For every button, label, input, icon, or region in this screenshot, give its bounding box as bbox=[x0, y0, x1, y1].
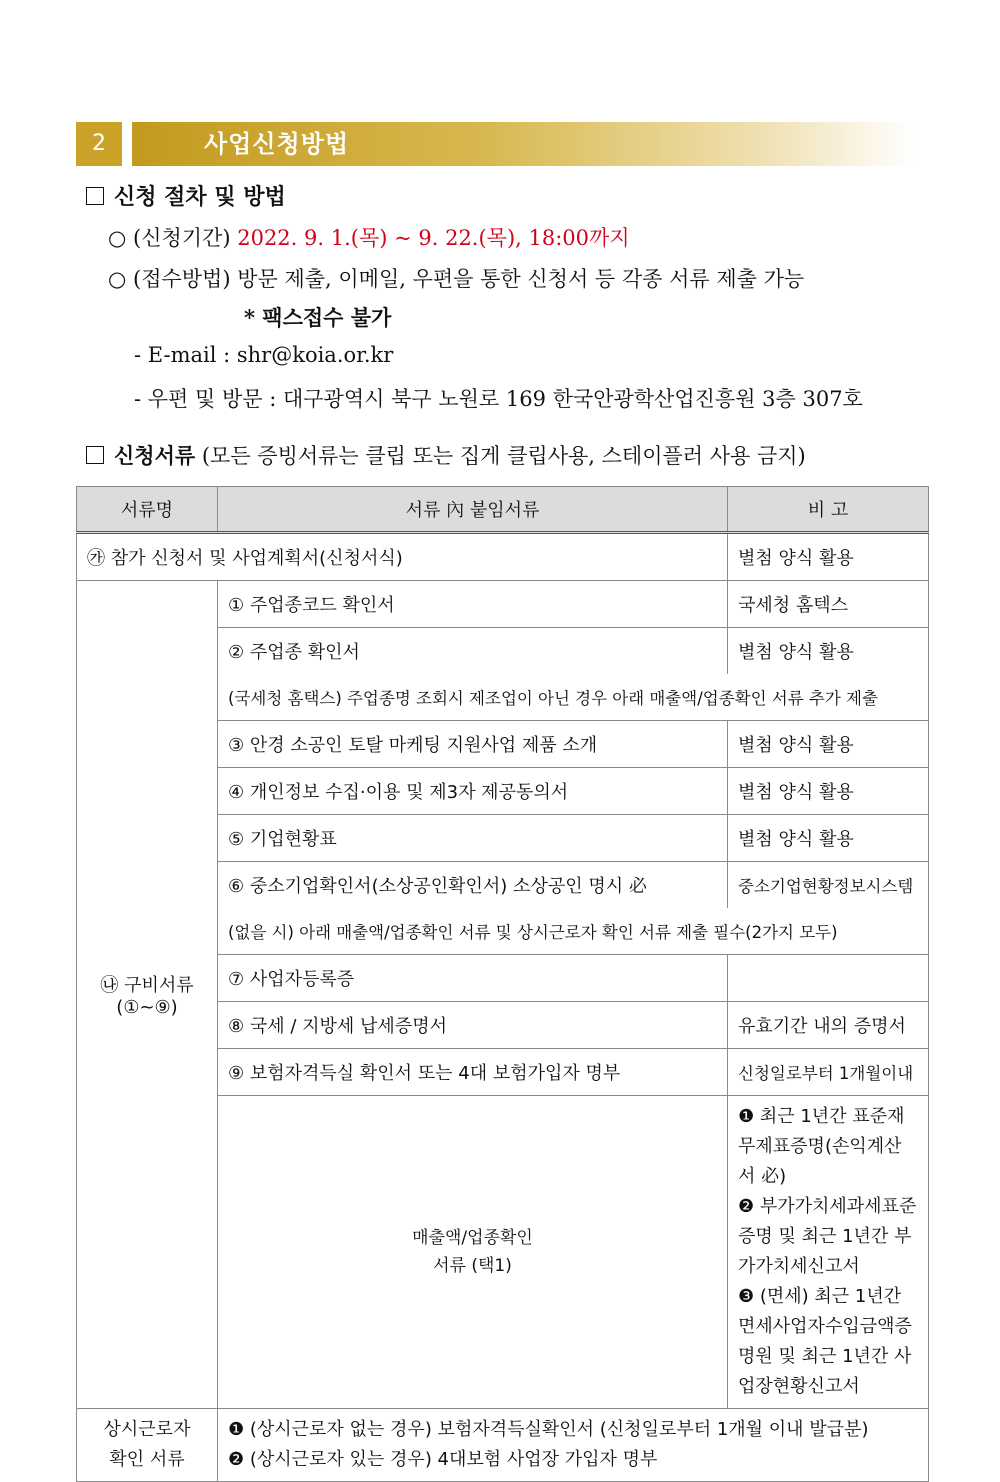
fax-note: * 팩스접수 불가 bbox=[244, 305, 392, 330]
table-row bbox=[77, 533, 929, 581]
procedure-heading: 신청 절차 및 방법 bbox=[86, 180, 286, 211]
section-number: 2 bbox=[76, 122, 122, 166]
column-header: 서류 內 붙임서류 bbox=[218, 487, 728, 533]
period-line bbox=[108, 222, 630, 252]
table-header-row bbox=[77, 487, 929, 533]
item-note: 별첨 양식 활용 bbox=[728, 815, 929, 862]
checkbox-square-icon bbox=[86, 446, 104, 464]
method-value: 방문 제출, 이메일, 우편을 통한 신청서 등 각종 서류 제출 가능 bbox=[237, 267, 805, 291]
list-item: ❶ (상시근로자 없는 경우) 보험자격득실확인서 (신청일로부터 1개월 이내 발급분) bbox=[228, 1419, 869, 1440]
item-note: 중소기업현황정보시스템 bbox=[728, 862, 929, 909]
item-note: 별첨 양식 활용 bbox=[728, 721, 929, 768]
workers-docs-list bbox=[218, 1409, 929, 1482]
period-value: 2022. 9. 1.(목) ~ 9. 22.(목), 18:00까지 bbox=[237, 226, 630, 250]
item-note: 별첨 양식 활용 bbox=[728, 768, 929, 815]
sales-docs-name: 매출액/업종확인 서류 (택1) bbox=[218, 1096, 728, 1409]
item-text: ② 주업종 확인서 bbox=[218, 628, 728, 675]
item-sub-note: (국세청 홈택스) 주업종명 조회시 제조업이 아닌 경우 아래 매출액/업종확인 서류 추가 제출 bbox=[218, 674, 929, 721]
item-note: 별첨 양식 활용 bbox=[728, 628, 929, 675]
documents-heading: 신청서류 (모든 증빙서류는 클립 또는 집게 클립사용, 스테이플러 사용 금지) bbox=[86, 440, 806, 470]
table-row bbox=[77, 1409, 929, 1482]
item-text: ⑦ 사업자등록증 bbox=[218, 955, 728, 1002]
row-ga-note: 별첨 양식 활용 bbox=[728, 533, 929, 581]
item-note: 신청일로부터 1개월이내 bbox=[728, 1049, 929, 1096]
item-sub-note: (없을 시) 아래 매출액/업종확인 서류 및 상시근로자 확인 서류 제출 필수(2가지 모두) bbox=[218, 908, 929, 955]
period-label: ○ (신청기간) bbox=[108, 226, 231, 250]
item-note bbox=[728, 955, 929, 1002]
list-item: ❸ (면세) 최근 1년간 면세사업자수입금액증명원 및 최근 1년간 사업장현황신고서 bbox=[738, 1286, 912, 1397]
section-title-bar bbox=[132, 122, 916, 166]
column-header: 서류명 bbox=[77, 487, 218, 533]
list-item: ❶ 최근 1년간 표준재무제표증명(손익계산서 必) bbox=[738, 1106, 905, 1187]
email-line: - E-mail : shr@koia.or.kr bbox=[134, 343, 394, 367]
item-text: ⑤ 기업현황표 bbox=[218, 815, 728, 862]
documents-table bbox=[76, 486, 929, 1482]
section-header bbox=[76, 122, 916, 166]
column-header: 비 고 bbox=[728, 487, 929, 533]
workers-docs-name: 상시근로자 확인 서류 bbox=[77, 1409, 218, 1482]
item-note: 국세청 홈텍스 bbox=[728, 581, 929, 628]
item-text: ⑥ 중소기업확인서(소상공인확인서) 소상공인 명시 必 bbox=[218, 862, 728, 909]
item-text: ④ 개인정보 수집·이용 및 제3자 제공동의서 bbox=[218, 768, 728, 815]
section-title: 사업신청방법 bbox=[204, 130, 350, 158]
address-line: - 우편 및 방문 : 대구광역시 북구 노원로 169 한국안광학산업진흥원 3층 307호 bbox=[134, 387, 863, 411]
table-row bbox=[77, 581, 929, 628]
list-item: ❷ 부가가치세과세표준증명 및 최근 1년간 부가가치세신고서 bbox=[738, 1196, 917, 1277]
row-ga-name: ㉮ 참가 신청서 및 사업계획서(신청서식) bbox=[77, 533, 728, 581]
item-text: ① 주업종코드 확인서 bbox=[218, 581, 728, 628]
item-text: ⑨ 보험자격득실 확인서 또는 4대 보험가입자 명부 bbox=[218, 1049, 728, 1096]
item-text: ③ 안경 소공인 토탈 마케팅 지원사업 제품 소개 bbox=[218, 721, 728, 768]
method-label: ○ (접수방법) bbox=[108, 267, 231, 291]
item-text: ⑧ 국세 / 지방세 납세증명서 bbox=[218, 1002, 728, 1049]
documents-heading-note: (모든 증빙서류는 클립 또는 집게 클립사용, 스테이플러 사용 금지) bbox=[201, 444, 806, 468]
list-item: ❷ (상시근로자 있는 경우) 4대보험 사업장 가입자 명부 bbox=[228, 1449, 658, 1470]
item-note: 유효기간 내의 증명서 bbox=[728, 1002, 929, 1049]
method-line bbox=[108, 263, 804, 293]
sales-docs-list bbox=[728, 1096, 929, 1409]
checkbox-square-icon bbox=[86, 187, 104, 205]
group-na-name: ㉯ 구비서류 (①~⑨) bbox=[77, 581, 218, 1409]
